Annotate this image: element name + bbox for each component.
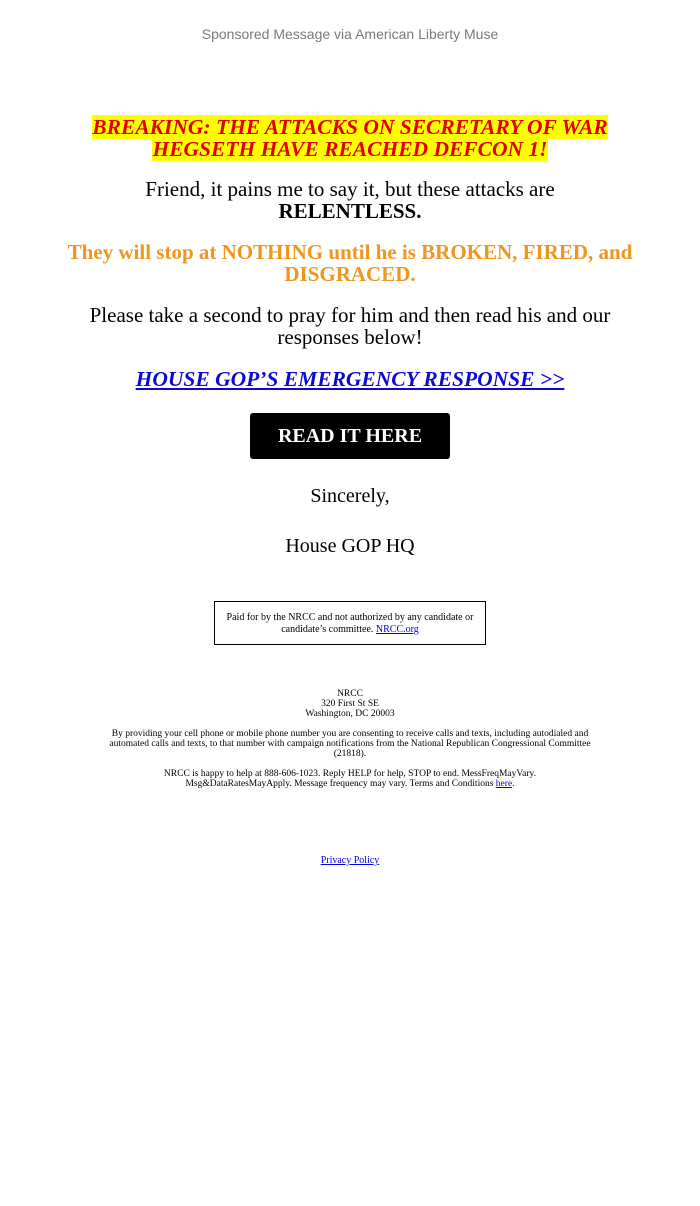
cta-container <box>0 413 700 459</box>
nrcc-link[interactable]: NRCC.org <box>375 624 419 635</box>
footer-street: 320 First St SE <box>321 699 379 709</box>
privacy-policy-link[interactable]: Privacy Policy <box>320 855 380 866</box>
pray-text: Please take a second to pray for him and then read his and our responses below! <box>89 303 611 349</box>
terms-suffix: . <box>512 779 515 789</box>
sponsor-line: Sponsored Message via American Liberty Muse <box>201 26 499 42</box>
friend-emphasis: RELENTLESS. <box>278 199 422 223</box>
footer-city: Washington, DC 20003 <box>305 709 395 719</box>
email-body <box>0 116 700 558</box>
footer-address <box>0 689 700 719</box>
read-it-here-button[interactable]: READ IT HERE <box>250 413 450 459</box>
paid-for-disclaimer <box>214 601 486 645</box>
help-paragraph <box>115 769 585 789</box>
friend-paragraph <box>0 178 700 222</box>
friend-text: Friend, it pains me to say it, but these attacks are <box>145 177 555 201</box>
footer <box>0 689 700 789</box>
headline-text: BREAKING: THE ATTACKS ON SECRETARY OF WAR HEGSETH HAVE REACHED DEFCON 1! <box>92 115 608 161</box>
emergency-response-link[interactable]: HOUSE GOP’S EMERGENCY RESPONSE >> <box>135 367 565 391</box>
closing: Sincerely, <box>310 485 390 507</box>
privacy-section <box>0 855 700 867</box>
terms-link[interactable]: here <box>495 779 513 789</box>
footer-org: NRCC <box>337 689 363 699</box>
disclaimer-text: Paid for by the NRCC and not authorized by any candidate or candidate’s committee. <box>226 612 474 635</box>
signature: House GOP HQ <box>285 535 415 557</box>
help-text: NRCC is happy to help at 888-606-1023. Reply HELP for help, STOP to end. MessFreqMayVary. Msg&DataRatesMayApply. Message frequency may vary. Terms and Conditions <box>163 769 537 789</box>
headline <box>50 116 650 160</box>
warning-text: They will stop at NOTHING until he is BROKEN, FIRED, and DISGRACED. <box>67 240 633 286</box>
consent-text: By providing your cell phone or mobile phone number you are consenting to receive calls and texts, including autodialed and automated calls and texts, to that number with campaign notifications from the National Republican Congressional Committee (21818). <box>109 729 591 759</box>
